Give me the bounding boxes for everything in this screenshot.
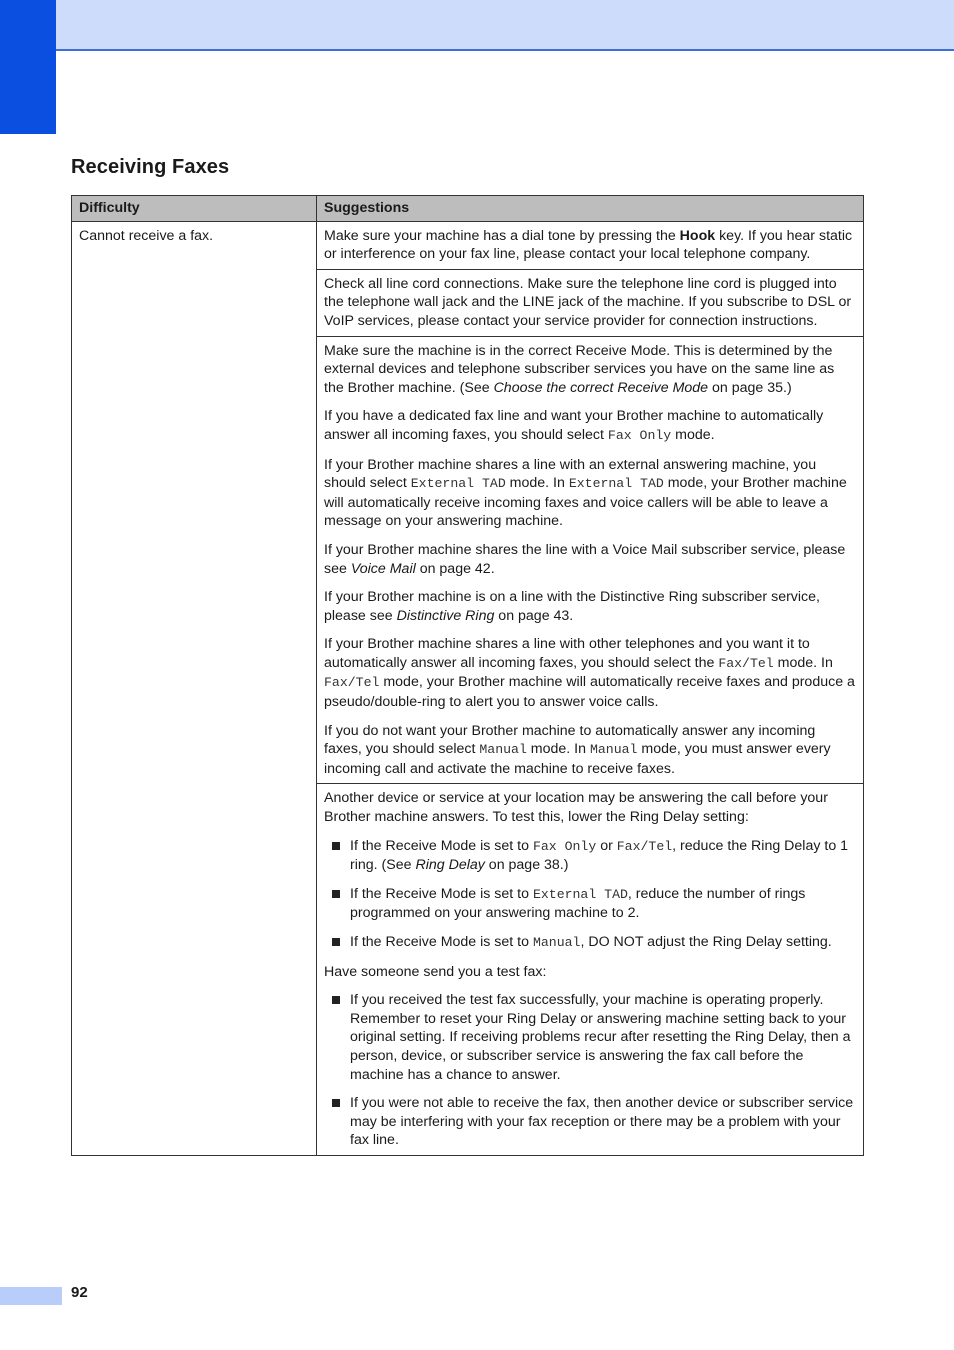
- table-row: [72, 221, 864, 269]
- paragraph: Make sure the machine is in the correct Receive Mode. This is determined by the external devices and telephone subscriber services you have on the same line as the Brother machine. (See Choose the correct Receive Mode on page 35.): [324, 342, 835, 396]
- square-bullet-icon: [332, 1099, 340, 1107]
- header-suggestions: Suggestions: [317, 196, 864, 222]
- paragraph: If your Brother machine shares the line with a Voice Mail subscriber service, please see Voice Mail on page 42.: [324, 541, 846, 577]
- suggestion-ring-delay: [317, 784, 864, 1156]
- bullet-list: [324, 837, 856, 953]
- chapter-tab: [0, 0, 56, 134]
- suggestion-receive-mode: [317, 336, 864, 784]
- list-item: If the Receive Mode is set to Manual, DO NOT adjust the Ring Delay setting.: [350, 933, 856, 953]
- table-header-row: [72, 196, 864, 222]
- paragraph: If you have a dedicated fax line and want your Brother machine to automatically answer all incoming faxes, you should select Fax Only mode.: [324, 408, 824, 443]
- troubleshooting-table: [71, 195, 864, 1156]
- paragraph: If your Brother machine shares a line with other telephones and you want it to automatically answer all incoming faxes, you should select the Fax/Tel mode. In Fax/Tel mode, your Brother machine will automatically receive faxes and produce a pseudo/double-ring to alert you to answer voice calls.: [324, 636, 855, 711]
- paragraph: If your Brother machine shares a line with an external answering machine, you should select External TAD mode. In External TAD mode, your Brother machine will automatically receive incoming faxes and voice callers will be able to leave a message on your answering machine.: [324, 456, 847, 530]
- list-item: If the Receive Mode is set to External TAD, reduce the number of rings programmed on your answering machine to 2.: [350, 885, 856, 923]
- bullet-list: [324, 991, 856, 1150]
- section-title: Receiving Faxes: [71, 156, 230, 178]
- header-difficulty: Difficulty: [72, 196, 317, 222]
- paragraph: Another device or service at your location may be answering the call before your Brother machine answers. To test this, lower the Ring Delay setting:: [324, 790, 828, 826]
- page-number: 92: [71, 1284, 88, 1301]
- paragraph: Have someone send you a test fax:: [324, 963, 547, 980]
- suggestion-line-cord: Check all line cord connections. Make sure the telephone line cord is plugged into the telephone wall jack and the LINE jack of the machine. If you subscribe to DSL or VoIP services, please contact your service provider for connection instructions.: [317, 269, 864, 336]
- suggestion-dial-tone: Make sure your machine has a dial tone by pressing the Hook key. If you hear static or interference on your fax line, please contact your local telephone company.: [317, 221, 864, 269]
- paragraph: If you do not want your Brother machine to automatically answer any incoming faxes, you should select Manual mode. In Manual mode, you must answer every incoming call and activate the machine to receive faxes.: [324, 722, 831, 777]
- list-item: If you were not able to receive the fax, then another device or subscriber service may be interfering with your fax reception or there may be a problem with your fax line.: [350, 1094, 856, 1150]
- square-bullet-icon: [332, 842, 340, 850]
- list-item: If the Receive Mode is set to Fax Only or Fax/Tel, reduce the Ring Delay to 1 ring. (See Ring Delay on page 38.): [350, 837, 856, 875]
- difficulty-cell: Cannot receive a fax.: [72, 221, 317, 1155]
- page-number-tab: [0, 1287, 62, 1305]
- paragraph: If your Brother machine is on a line with the Distinctive Ring subscriber service, please see Distinctive Ring on page 43.: [324, 589, 820, 624]
- list-item: If you received the test fax successfully, your machine is operating properly. Remember to reset your Ring Delay or answering machine setting back to your original setting. If receiving problems recur after resetting the Ring Delay, then a person, device, or subscriber service is answering the fax call before the machine has a chance to answer.: [350, 991, 856, 1084]
- square-bullet-icon: [332, 996, 340, 1004]
- header-band: [0, 0, 954, 51]
- square-bullet-icon: [332, 938, 340, 946]
- square-bullet-icon: [332, 890, 340, 898]
